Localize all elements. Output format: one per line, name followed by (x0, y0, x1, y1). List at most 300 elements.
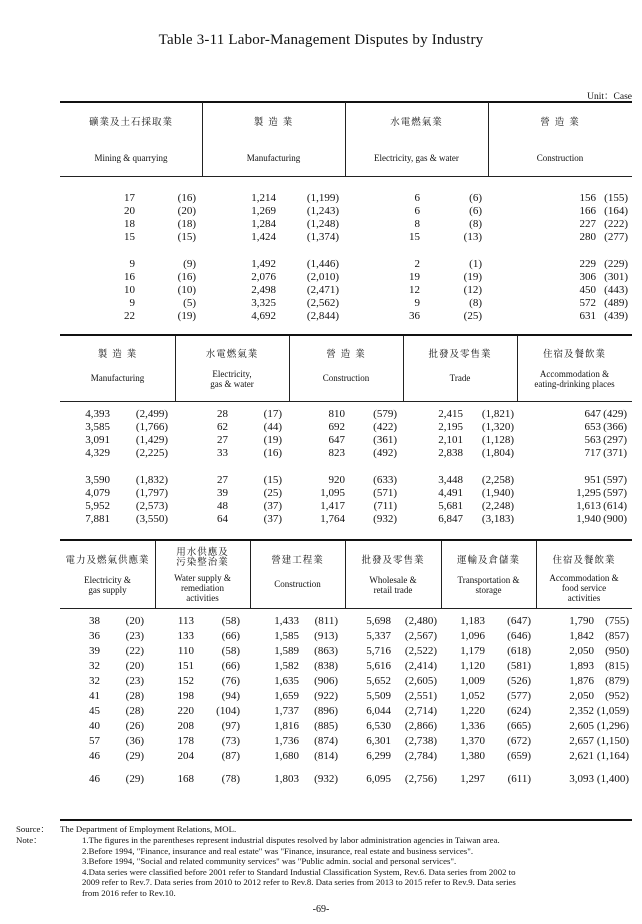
column-header-zh (202, 118, 345, 128)
disputes-cell: 10 (124, 284, 135, 296)
resolved-cell: (932) (373, 513, 397, 525)
disputes-cell: 27 (217, 474, 228, 486)
column-header-zh-line: 營 造 業 (326, 349, 366, 360)
resolved-cell: (755) (605, 615, 629, 627)
column-header-zh-line: 礦業及土石採取業 (88, 117, 173, 128)
resolved-cell: (2,756) (404, 773, 437, 785)
disputes-cell: 1,297 (460, 773, 485, 785)
disputes-cell: 6,299 (366, 750, 391, 762)
disputes-cell: 1,179 (460, 645, 485, 657)
page-number: -69- (312, 904, 330, 915)
column-header-zh-line: 運輸及倉儲業 (456, 555, 520, 566)
disputes-cell: 1,893 (569, 660, 594, 672)
disputes-cell: 2,838 (438, 447, 463, 459)
note-label: Note： (16, 835, 42, 845)
section3-header-rule (60, 608, 632, 609)
disputes-cell: 110 (177, 645, 194, 657)
disputes-cell: 39 (89, 645, 100, 657)
column-header-zh (250, 556, 345, 566)
resolved-cell: (896) (314, 705, 338, 717)
resolved-cell: (443) (604, 284, 628, 296)
column-header-zh (403, 350, 517, 360)
resolved-cell: (913) (314, 630, 338, 642)
resolved-cell: (5) (183, 297, 196, 309)
disputes-cell: 8 (414, 218, 420, 230)
column-header-zh-line: 水電燃氣業 (390, 117, 443, 128)
resolved-cell: (58) (221, 615, 240, 627)
disputes-cell: 5,509 (366, 690, 391, 702)
column-header-en-line: Electricity, gas & water (374, 153, 459, 163)
column-header-en (345, 153, 488, 163)
resolved-cell: (297) (603, 434, 627, 446)
resolved-cell: (19) (177, 310, 196, 322)
disputes-cell: 20 (124, 205, 135, 217)
disputes-cell: 1,336 (460, 720, 485, 732)
resolved-cell: (13) (463, 231, 482, 243)
resolved-cell: (571) (373, 487, 397, 499)
resolved-cell: (361) (373, 434, 397, 446)
resolved-cell: (94) (221, 690, 240, 702)
column-header-en-line: food service (561, 583, 607, 593)
disputes-cell: 4,692 (251, 310, 276, 322)
resolved-cell: (1,446) (306, 258, 339, 270)
resolved-cell: (28) (125, 690, 144, 702)
column-header-en-line: Construction (274, 579, 321, 589)
resolved-cell: (711) (373, 500, 397, 512)
disputes-cell: 2,050 (569, 690, 594, 702)
resolved-cell: (23) (125, 630, 144, 642)
column-header-zh-line: 營建工程業 (271, 555, 324, 566)
disputes-cell: 113 (177, 615, 194, 627)
resolved-cell: (76) (221, 675, 240, 687)
resolved-cell: (2,562) (306, 297, 339, 309)
resolved-cell: (1,832) (135, 474, 168, 486)
column-header-en (155, 573, 250, 603)
note-line: 2009 refer to Rev.7. Data series from 2010 to 2012 refer to Rev.8. Data series from 2013 to 2015 refer to Rev.9. Data series (82, 877, 516, 888)
disputes-cell: 6,301 (366, 735, 391, 747)
column-header-en (441, 575, 536, 595)
column-header-en (517, 369, 632, 389)
column-header-zh (60, 350, 175, 360)
disputes-cell: 1,803 (274, 773, 299, 785)
disputes-cell: 823 (328, 447, 345, 459)
resolved-cell: (597) (603, 487, 627, 499)
column-header-en (60, 575, 155, 595)
resolved-cell: (879) (605, 675, 629, 687)
resolved-cell: (2,471) (306, 284, 339, 296)
resolved-cell: (2,248) (481, 500, 514, 512)
disputes-cell: 9 (129, 258, 135, 270)
disputes-cell: 5,337 (366, 630, 391, 642)
column-header-zh-line: 住宿及餐飲業 (552, 555, 616, 566)
resolved-cell: (17) (263, 408, 282, 420)
column-header-zh (441, 556, 536, 566)
column-header-zh-line: 電力及燃氣供應業 (65, 555, 150, 566)
resolved-cell: (439) (604, 310, 628, 322)
resolved-cell: (2,258) (481, 474, 514, 486)
notes-block (16, 824, 626, 899)
resolved-cell: (2,414) (404, 660, 437, 672)
resolved-cell: (672) (507, 735, 531, 747)
disputes-cell: 45 (89, 705, 100, 717)
column-header-zh-line: 用水供應及 (176, 547, 229, 558)
resolved-cell: (37) (263, 500, 282, 512)
disputes-cell: 48 (217, 500, 228, 512)
disputes-cell: 450 (579, 284, 596, 296)
disputes-cell: 28 (217, 408, 228, 420)
column-header-en-line: Accommodation & (549, 573, 619, 583)
section1-bottom-rule (60, 334, 632, 336)
resolved-cell: (66) (221, 630, 240, 642)
disputes-cell: 22 (124, 310, 135, 322)
note-line: from 2016 refer to Rev.10. (82, 887, 176, 898)
column-header-zh-line: 製 造 業 (253, 117, 294, 128)
disputes-cell: 5,681 (438, 500, 463, 512)
column-header-zh (536, 556, 632, 566)
resolved-cell: (2,522) (404, 645, 437, 657)
disputes-cell: 1,183 (460, 615, 485, 627)
resolved-cell: (6) (469, 192, 482, 204)
resolved-cell: (19) (463, 271, 482, 283)
disputes-cell: 2,605 (569, 720, 594, 732)
disputes-cell: 692 (328, 421, 345, 433)
disputes-cell: 563 (584, 434, 601, 446)
disputes-cell: 2,195 (438, 421, 463, 433)
column-header-zh (60, 556, 155, 566)
disputes-cell: 653 (584, 421, 601, 433)
disputes-cell: 1,009 (460, 675, 485, 687)
column-header-en-line: Electricity & (84, 575, 131, 585)
resolved-cell: (614) (603, 500, 627, 512)
resolved-cell: (371) (603, 447, 627, 459)
disputes-cell: 631 (579, 310, 596, 322)
disputes-cell: 17 (124, 192, 135, 204)
disputes-cell: 15 (409, 231, 420, 243)
column-header-en (60, 373, 175, 383)
column-header-en-line: retail trade (373, 585, 413, 595)
section1-divider (488, 102, 489, 176)
resolved-cell: (597) (603, 474, 627, 486)
disputes-cell: 166 (579, 205, 596, 217)
disputes-cell: 204 (177, 750, 194, 762)
resolved-cell: (1,150) (596, 735, 629, 747)
resolved-cell: (1,804) (481, 447, 514, 459)
resolved-cell: (1,940) (481, 487, 514, 499)
resolved-cell: (815) (605, 660, 629, 672)
column-header-en-line: Manufacturing (90, 373, 145, 383)
column-header-en (345, 575, 441, 595)
disputes-cell: 4,079 (85, 487, 110, 499)
resolved-cell: (2,714) (404, 705, 437, 717)
resolved-cell: (1,248) (306, 218, 339, 230)
resolved-cell: (22) (125, 645, 144, 657)
resolved-cell: (1,128) (481, 434, 514, 446)
disputes-cell: 1,417 (320, 500, 345, 512)
resolved-cell: (8) (469, 218, 482, 230)
resolved-cell: (581) (507, 660, 531, 672)
disputes-cell: 12 (409, 284, 420, 296)
resolved-cell: (26) (125, 720, 144, 732)
resolved-cell: (2,844) (306, 310, 339, 322)
column-header-en (289, 373, 403, 383)
resolved-cell: (1,797) (135, 487, 168, 499)
disputes-cell: 2,050 (569, 645, 594, 657)
resolved-cell: (422) (373, 421, 397, 433)
resolved-cell: (16) (177, 192, 196, 204)
disputes-cell: 280 (579, 231, 596, 243)
disputes-cell: 9 (414, 297, 420, 309)
resolved-cell: (900) (603, 513, 627, 525)
resolved-cell: (2,551) (404, 690, 437, 702)
disputes-cell: 152 (177, 675, 194, 687)
resolved-cell: (429) (603, 408, 627, 420)
note-line: 4.Data series were classified before 2001 refer to Standard Industial Classification System, Rev.6. Data series from 2002 to (82, 866, 516, 877)
resolved-cell: (633) (373, 474, 397, 486)
disputes-cell: 5,698 (366, 615, 391, 627)
disputes-cell: 2,076 (251, 271, 276, 283)
disputes-cell: 3,590 (85, 474, 110, 486)
disputes-cell: 151 (177, 660, 194, 672)
disputes-cell: 227 (579, 218, 596, 230)
resolved-cell: (73) (221, 735, 240, 747)
resolved-cell: (16) (177, 271, 196, 283)
resolved-cell: (28) (125, 705, 144, 717)
resolved-cell: (2,738) (404, 735, 437, 747)
disputes-cell: 15 (124, 231, 135, 243)
resolved-cell: (155) (604, 192, 628, 204)
table-title: Table 3-11 Labor-Management Disputes by Industry (158, 32, 484, 48)
resolved-cell: (164) (604, 205, 628, 217)
disputes-cell: 1,737 (274, 705, 299, 717)
section3-bottom-rule (60, 819, 632, 821)
column-header-en-line: Manufacturing (246, 153, 301, 163)
disputes-cell: 6,530 (366, 720, 391, 732)
column-header-en-line: Electricity, (212, 369, 252, 379)
disputes-cell: 647 (328, 434, 345, 446)
resolved-cell: (922) (314, 690, 338, 702)
resolved-cell: (492) (373, 447, 397, 459)
disputes-cell: 920 (328, 474, 345, 486)
resolved-cell: (624) (507, 705, 531, 717)
column-header-en-line: storage (475, 585, 502, 595)
resolved-cell: (1,296) (596, 720, 629, 732)
section2-divider (289, 336, 290, 401)
resolved-cell: (9) (183, 258, 196, 270)
resolved-cell: (2,605) (404, 675, 437, 687)
resolved-cell: (37) (263, 513, 282, 525)
column-header-en-line: Transportation & (457, 575, 520, 585)
disputes-cell: 951 (584, 474, 601, 486)
disputes-cell: 57 (89, 735, 100, 747)
resolved-cell: (25) (263, 487, 282, 499)
resolved-cell: (1,821) (481, 408, 514, 420)
disputes-cell: 168 (177, 773, 194, 785)
disputes-cell: 1,433 (274, 615, 299, 627)
resolved-cell: (301) (604, 271, 628, 283)
disputes-cell: 6,095 (366, 773, 391, 785)
resolved-cell: (577) (507, 690, 531, 702)
disputes-cell: 4,491 (438, 487, 463, 499)
disputes-cell: 1,380 (460, 750, 485, 762)
column-header-en-line: Mining & quarrying (94, 153, 168, 163)
resolved-cell: (611) (507, 773, 531, 785)
disputes-cell: 1,284 (251, 218, 276, 230)
disputes-cell: 18 (124, 218, 135, 230)
resolved-cell: (10) (177, 284, 196, 296)
resolved-cell: (906) (314, 675, 338, 687)
column-header-en (250, 579, 345, 589)
disputes-cell: 5,616 (366, 660, 391, 672)
disputes-cell: 46 (89, 750, 100, 762)
column-header-en-line: Accommodation & (539, 369, 610, 379)
column-header-en (175, 369, 289, 389)
resolved-cell: (25) (463, 310, 482, 322)
resolved-cell: (1,320) (481, 421, 514, 433)
resolved-cell: (18) (177, 218, 196, 230)
column-header-en-line: Wholesale & (369, 575, 417, 585)
source-text: The Department of Employment Relations, MOL. (60, 824, 237, 834)
disputes-cell: 1,680 (274, 750, 299, 762)
resolved-cell: (15) (263, 474, 282, 486)
disputes-cell: 41 (89, 690, 100, 702)
resolved-cell: (366) (603, 421, 627, 433)
resolved-cell: (16) (263, 447, 282, 459)
column-header-zh (488, 118, 632, 128)
resolved-cell: (15) (177, 231, 196, 243)
resolved-cell: (66) (221, 660, 240, 672)
resolved-cell: (1,400) (596, 773, 629, 785)
column-header-en-line: Construction (536, 153, 584, 163)
resolved-cell: (1,429) (135, 434, 168, 446)
column-header-en-line: Trade (449, 373, 471, 383)
disputes-cell: 36 (89, 630, 100, 642)
resolved-cell: (2,866) (404, 720, 437, 732)
disputes-cell: 133 (177, 630, 194, 642)
section1-top-rule (60, 101, 632, 103)
column-header-en-line: gas supply (88, 585, 127, 595)
resolved-cell: (1,766) (135, 421, 168, 433)
resolved-cell: (659) (507, 750, 531, 762)
column-header-en-line: Water supply & (174, 573, 231, 583)
source-label: Source： (16, 824, 50, 834)
section2-header-rule (60, 401, 632, 402)
section3-divider (250, 541, 251, 608)
resolved-cell: (277) (604, 231, 628, 243)
disputes-cell: 40 (89, 720, 100, 732)
disputes-cell: 2,101 (438, 434, 463, 446)
disputes-cell: 178 (177, 735, 194, 747)
disputes-cell: 2,498 (251, 284, 276, 296)
section1-divider (345, 102, 346, 176)
disputes-cell: 198 (177, 690, 194, 702)
resolved-cell: (78) (221, 773, 240, 785)
resolved-cell: (1,164) (596, 750, 629, 762)
disputes-cell: 1,635 (274, 675, 299, 687)
resolved-cell: (1,199) (306, 192, 339, 204)
disputes-cell: 38 (89, 615, 100, 627)
column-header-zh (155, 548, 250, 568)
disputes-cell: 1,096 (460, 630, 485, 642)
resolved-cell: (29) (125, 750, 144, 762)
column-header-zh (345, 556, 441, 566)
resolved-cell: (646) (507, 630, 531, 642)
disputes-cell: 19 (409, 271, 420, 283)
column-header-zh-line: 住宿及餐飲業 (542, 349, 606, 360)
disputes-cell: 9 (129, 297, 135, 309)
disputes-cell: 1,424 (251, 231, 276, 243)
resolved-cell: (950) (605, 645, 629, 657)
resolved-cell: (526) (507, 675, 531, 687)
resolved-cell: (932) (314, 773, 338, 785)
disputes-cell: 16 (124, 271, 135, 283)
resolved-cell: (2,499) (135, 408, 168, 420)
disputes-cell: 3,325 (251, 297, 276, 309)
resolved-cell: (104) (216, 705, 240, 717)
resolved-cell: (811) (314, 615, 338, 627)
resolved-cell: (838) (314, 660, 338, 672)
resolved-cell: (2,225) (135, 447, 168, 459)
section1-header-rule (60, 176, 632, 177)
disputes-cell: 1,492 (251, 258, 276, 270)
disputes-cell: 2,352 (569, 705, 594, 717)
disputes-cell: 1,589 (274, 645, 299, 657)
resolved-cell: (2,010) (306, 271, 339, 283)
resolved-cell: (3,550) (135, 513, 168, 525)
disputes-cell: 39 (217, 487, 228, 499)
disputes-cell: 5,952 (85, 500, 110, 512)
disputes-cell: 1,659 (274, 690, 299, 702)
disputes-cell: 32 (89, 660, 100, 672)
disputes-cell: 647 (584, 408, 601, 420)
disputes-cell: 1,582 (274, 660, 299, 672)
column-header-zh-line: 污染整治業 (176, 557, 229, 568)
resolved-cell: (863) (314, 645, 338, 657)
resolved-cell: (1,059) (596, 705, 629, 717)
disputes-cell: 2,415 (438, 408, 463, 420)
column-header-zh (345, 118, 488, 128)
section2-divider (403, 336, 404, 401)
disputes-cell: 1,269 (251, 205, 276, 217)
disputes-cell: 62 (217, 421, 228, 433)
resolved-cell: (647) (507, 615, 531, 627)
disputes-cell: 3,091 (85, 434, 110, 446)
column-header-zh-line: 營 造 業 (540, 117, 580, 128)
column-header-zh-line: 水電燃氣業 (205, 349, 259, 360)
column-header-en (536, 573, 632, 603)
disputes-cell: 3,448 (438, 474, 463, 486)
column-header-zh-line: 製 造 業 (97, 349, 138, 360)
column-header-en-line: activities (567, 593, 601, 603)
disputes-cell: 4,329 (85, 447, 110, 459)
disputes-cell: 32 (89, 675, 100, 687)
resolved-cell: (814) (314, 750, 338, 762)
disputes-cell: 1,095 (320, 487, 345, 499)
resolved-cell: (19) (263, 434, 282, 446)
resolved-cell: (20) (177, 205, 196, 217)
resolved-cell: (3,183) (481, 513, 514, 525)
note-line: 2.Before 1994, "Finance, insurance and real estate" was "Finance, insurance, real estate and business services". (82, 845, 474, 856)
disputes-cell: 5,652 (366, 675, 391, 687)
resolved-cell: (6) (469, 205, 482, 217)
resolved-cell: (222) (604, 218, 628, 230)
disputes-cell: 1,736 (274, 735, 299, 747)
disputes-cell: 1,876 (569, 675, 594, 687)
resolved-cell: (1) (469, 258, 482, 270)
disputes-cell: 717 (584, 447, 601, 459)
disputes-cell: 4,393 (85, 408, 110, 420)
disputes-cell: 1,940 (576, 513, 601, 525)
note-line: 1.The figures in the parentheses represent industrial disputes resolved by labor administration agencies in Taiwan area. (82, 835, 500, 845)
